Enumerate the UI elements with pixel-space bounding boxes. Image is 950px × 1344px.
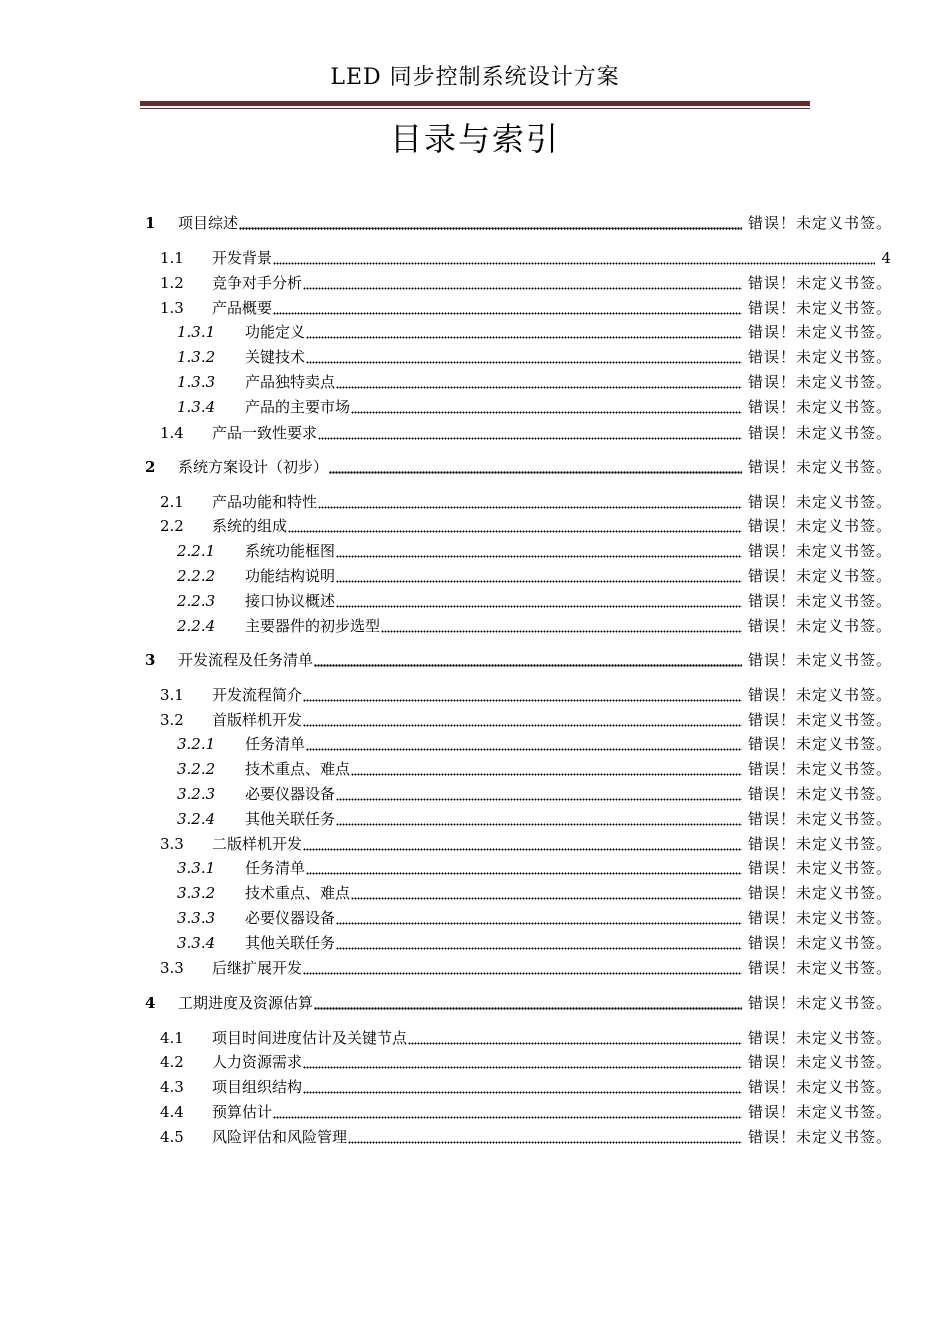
toc-leader-dots xyxy=(288,516,742,536)
toc-entry-label: 必要仪器设备 xyxy=(245,785,336,803)
toc-entry-number: 2.2.3 xyxy=(177,592,216,610)
toc-entry-number: 3.3 xyxy=(160,835,184,853)
toc-entry-label: 产品独特卖点 xyxy=(245,373,336,391)
toc-entry[interactable] xyxy=(140,591,892,611)
toc-entry[interactable] xyxy=(140,1102,892,1122)
toc-entry-number: 1.2 xyxy=(160,274,184,292)
toc-entry[interactable] xyxy=(140,734,892,754)
toc-entry[interactable] xyxy=(140,372,892,392)
toc-leader-dots xyxy=(381,616,742,636)
toc-entry-number: 4.3 xyxy=(160,1078,184,1096)
toc-leader-dots xyxy=(273,248,875,268)
toc-entry-page: 错误！未定义书签。 xyxy=(747,1128,892,1146)
toc-entry[interactable] xyxy=(140,248,892,268)
toc-leader-dots xyxy=(336,784,742,804)
toc-entry-page: 错误！未定义书签。 xyxy=(747,959,892,977)
toc-leader-dots xyxy=(303,685,742,705)
toc-entry[interactable] xyxy=(140,1028,892,1048)
toc-leader-dots xyxy=(306,347,742,367)
toc-entry-label: 风险评估和风险管理 xyxy=(212,1128,348,1146)
toc-entry[interactable] xyxy=(140,616,892,636)
toc-entry-page: 错误！未定义书签。 xyxy=(747,424,892,442)
toc-entry-number: 2.2.1 xyxy=(177,542,216,560)
toc-entry-number: 3.3.3 xyxy=(177,909,216,927)
toc-entry[interactable] xyxy=(140,993,892,1013)
toc-entry[interactable] xyxy=(140,650,892,670)
toc-entry[interactable] xyxy=(140,685,892,705)
toc-entry-label: 接口协议概述 xyxy=(245,592,336,610)
toc-entry-number: 1.4 xyxy=(160,424,184,442)
toc-entry[interactable] xyxy=(140,1052,892,1072)
toc-entry-number: 3.3.2 xyxy=(177,884,216,902)
toc-entry-label: 开发流程简介 xyxy=(212,686,303,704)
toc-leader-dots xyxy=(318,423,742,443)
toc-entry-label: 任务清单 xyxy=(245,859,306,877)
toc-entry-label: 功能结构说明 xyxy=(245,567,336,585)
toc-entry-page: 错误！未定义书签。 xyxy=(747,274,892,292)
toc-entry-page: 错误！未定义书签。 xyxy=(747,859,892,877)
toc-entry-label: 其他关联任务 xyxy=(245,934,336,952)
toc-entry-page: 错误！未定义书签。 xyxy=(747,373,892,391)
toc-entry-label: 产品一致性要求 xyxy=(212,424,318,442)
toc-entry-number: 1.1 xyxy=(160,249,184,267)
toc-entry-page: 错误！未定义书签。 xyxy=(747,1103,892,1121)
toc-entry[interactable] xyxy=(140,397,892,417)
toc-entry-page: 错误！未定义书签。 xyxy=(747,493,892,511)
toc-entry-page: 错误！未定义书签。 xyxy=(747,567,892,585)
toc-entry-label: 竞争对手分析 xyxy=(212,274,303,292)
toc-entry-page: 错误！未定义书签。 xyxy=(747,458,892,476)
toc-entry[interactable] xyxy=(140,516,892,536)
toc-entry-number: 3.2.2 xyxy=(177,760,216,778)
toc-leader-dots xyxy=(408,1028,742,1048)
toc-entry[interactable] xyxy=(140,858,892,878)
toc-entry-page: 错误！未定义书签。 xyxy=(747,323,892,341)
toc-entry-number: 2 xyxy=(145,458,156,476)
toc-entry-page: 错误！未定义书签。 xyxy=(747,617,892,635)
toc-leader-dots xyxy=(314,650,742,670)
toc-entry-number: 1.3.2 xyxy=(177,348,216,366)
toc-leader-dots xyxy=(336,566,742,586)
toc-entry[interactable] xyxy=(140,347,892,367)
toc-entry-page: 错误！未定义书签。 xyxy=(747,810,892,828)
header-rule xyxy=(140,101,810,106)
toc-entry-label: 系统的组成 xyxy=(212,517,288,535)
toc-entry-page: 错误！未定义书签。 xyxy=(747,1053,892,1071)
toc-leader-dots xyxy=(303,710,742,730)
toc-entry-page: 错误！未定义书签。 xyxy=(747,398,892,416)
toc-entry-number: 4.4 xyxy=(160,1103,184,1121)
toc-entry-number: 1.3.3 xyxy=(177,373,216,391)
toc-entry-number: 3.2 xyxy=(160,711,184,729)
toc-entry[interactable] xyxy=(140,492,892,512)
toc-leader-dots xyxy=(303,1077,742,1097)
toc-entry[interactable] xyxy=(140,834,892,854)
toc-leader-dots xyxy=(314,993,742,1013)
toc-entry[interactable] xyxy=(140,1077,892,1097)
toc-entry-label: 主要器件的初步选型 xyxy=(245,617,381,635)
toc-entry-page: 错误！未定义书签。 xyxy=(747,735,892,753)
toc-leader-dots xyxy=(306,734,742,754)
toc-entry-page: 错误！未定义书签。 xyxy=(747,517,892,535)
toc-entry[interactable] xyxy=(140,908,892,928)
toc-entry-page: 错误！未定义书签。 xyxy=(747,760,892,778)
toc-entry-number: 3.1 xyxy=(160,686,184,704)
toc-leader-dots xyxy=(348,1127,742,1147)
toc-entry-number: 4.5 xyxy=(160,1128,184,1146)
toc-leader-dots xyxy=(306,322,742,342)
toc-entry-number: 3 xyxy=(145,651,156,669)
toc-entry-number: 2.2.2 xyxy=(177,567,216,585)
toc-entry-number: 1.3 xyxy=(160,299,184,317)
toc-entry[interactable] xyxy=(140,273,892,293)
toc-entry-label: 关键技术 xyxy=(245,348,306,366)
toc-entry-number: 4.2 xyxy=(160,1053,184,1071)
toc-leader-dots xyxy=(336,541,742,561)
toc-entry[interactable] xyxy=(140,809,892,829)
toc-entry-label: 二版样机开发 xyxy=(212,835,303,853)
toc-leader-dots xyxy=(336,933,742,953)
toc-entry-label: 项目综述 xyxy=(178,214,239,232)
toc-entry[interactable] xyxy=(140,958,892,978)
toc-entry-number: 2.1 xyxy=(160,493,184,511)
toc-entry-label: 人力资源需求 xyxy=(212,1053,303,1071)
toc-entry-page: 错误！未定义书签。 xyxy=(747,592,892,610)
toc-entry-label: 产品功能和特性 xyxy=(212,493,318,511)
toc-entry-page: 错误！未定义书签。 xyxy=(747,299,892,317)
toc-entry-label: 产品的主要市场 xyxy=(245,398,351,416)
toc-leader-dots xyxy=(336,809,742,829)
toc-entry[interactable] xyxy=(140,883,892,903)
toc-entry-label: 开发背景 xyxy=(212,249,273,267)
toc-entry-number: 4 xyxy=(145,994,156,1012)
toc-entry-number: 3.3 xyxy=(160,959,184,977)
toc-entry-label: 系统方案设计（初步） xyxy=(178,458,329,476)
toc-entry-page: 错误！未定义书签。 xyxy=(747,214,892,232)
toc-entry-page: 错误！未定义书签。 xyxy=(747,884,892,902)
toc-entry-page: 4 xyxy=(881,249,892,267)
toc-entry-label: 任务清单 xyxy=(245,735,306,753)
toc-entry-label: 项目时间进度估计及关键节点 xyxy=(212,1029,408,1047)
toc-entry-label: 系统功能框图 xyxy=(245,542,336,560)
toc-entry[interactable] xyxy=(140,933,892,953)
toc-entry-label: 后继扩展开发 xyxy=(212,959,303,977)
toc-entry[interactable] xyxy=(140,541,892,561)
toc-entry[interactable] xyxy=(140,457,892,477)
toc-entry-label: 必要仪器设备 xyxy=(245,909,336,927)
toc-entry-label: 项目组织结构 xyxy=(212,1078,303,1096)
toc-entry-label: 首版样机开发 xyxy=(212,711,303,729)
toc-entry-number: 1.3.4 xyxy=(177,398,216,416)
toc-leader-dots xyxy=(351,397,742,417)
toc-entry-number: 3.2.4 xyxy=(177,810,216,828)
toc-entry[interactable] xyxy=(140,423,892,443)
toc-leader-dots xyxy=(351,759,742,779)
toc-entry-page: 错误！未定义书签。 xyxy=(747,686,892,704)
toc-entry-label: 技术重点、难点 xyxy=(245,760,351,778)
toc-leader-dots xyxy=(303,1052,742,1072)
header-rule-thin xyxy=(140,108,810,109)
toc-entry-number: 3.3.4 xyxy=(177,934,216,952)
toc-entry-page: 错误！未定义书签。 xyxy=(747,348,892,366)
toc-entry-label: 预算估计 xyxy=(212,1103,273,1121)
toc-entry-number: 1 xyxy=(145,214,156,232)
toc-leader-dots xyxy=(318,492,742,512)
toc-entry-page: 错误！未定义书签。 xyxy=(747,711,892,729)
toc-leader-dots xyxy=(329,457,742,477)
toc-entry-page: 错误！未定义书签。 xyxy=(747,909,892,927)
toc-leader-dots xyxy=(303,834,742,854)
toc-entry-page: 错误！未定义书签。 xyxy=(747,994,892,1012)
toc-entry-page: 错误！未定义书签。 xyxy=(747,785,892,803)
toc-entry[interactable] xyxy=(140,566,892,586)
toc-entry-label: 工期进度及资源估算 xyxy=(178,994,314,1012)
toc-leader-dots xyxy=(273,298,742,318)
toc-entry-page: 错误！未定义书签。 xyxy=(747,1078,892,1096)
page-title: 目录与索引 xyxy=(389,120,560,158)
toc-entry[interactable] xyxy=(140,1127,892,1147)
toc-entry-number: 2.2.4 xyxy=(177,617,216,635)
toc-entry-label: 产品概要 xyxy=(212,299,273,317)
toc-entry-label: 其他关联任务 xyxy=(245,810,336,828)
toc-entry-page: 错误！未定义书签。 xyxy=(747,651,892,669)
toc-entry-label: 功能定义 xyxy=(245,323,306,341)
toc-entry-page: 错误！未定义书签。 xyxy=(747,542,892,560)
toc-entry-number: 4.1 xyxy=(160,1029,184,1047)
document-header-title: LED 同步控制系统设计方案 xyxy=(330,65,620,90)
toc-entry-label: 开发流程及任务清单 xyxy=(178,651,314,669)
toc-entry[interactable] xyxy=(140,759,892,779)
toc-entry[interactable] xyxy=(140,322,892,342)
toc-entry[interactable] xyxy=(140,784,892,804)
toc-leader-dots xyxy=(336,591,742,611)
toc-entry-number: 3.3.1 xyxy=(177,859,216,877)
toc-entry[interactable] xyxy=(140,213,892,233)
toc-leader-dots xyxy=(303,958,742,978)
toc-entry[interactable] xyxy=(140,298,892,318)
toc-entry[interactable] xyxy=(140,710,892,730)
toc-leader-dots xyxy=(351,883,742,903)
toc-entry-page: 错误！未定义书签。 xyxy=(747,934,892,952)
toc-entry-page: 错误！未定义书签。 xyxy=(747,1029,892,1047)
toc-entry-number: 1.3.1 xyxy=(177,323,216,341)
toc-leader-dots xyxy=(336,372,742,392)
toc-entry-label: 技术重点、难点 xyxy=(245,884,351,902)
toc-entry-page: 错误！未定义书签。 xyxy=(747,835,892,853)
toc-leader-dots xyxy=(239,213,742,233)
toc-leader-dots xyxy=(306,858,742,878)
toc-leader-dots xyxy=(336,908,742,928)
toc-leader-dots xyxy=(303,273,742,293)
toc-entry-number: 2.2 xyxy=(160,517,184,535)
toc-entry-number: 3.2.3 xyxy=(177,785,216,803)
toc-leader-dots xyxy=(273,1102,742,1122)
toc-entry-number: 3.2.1 xyxy=(177,735,216,753)
